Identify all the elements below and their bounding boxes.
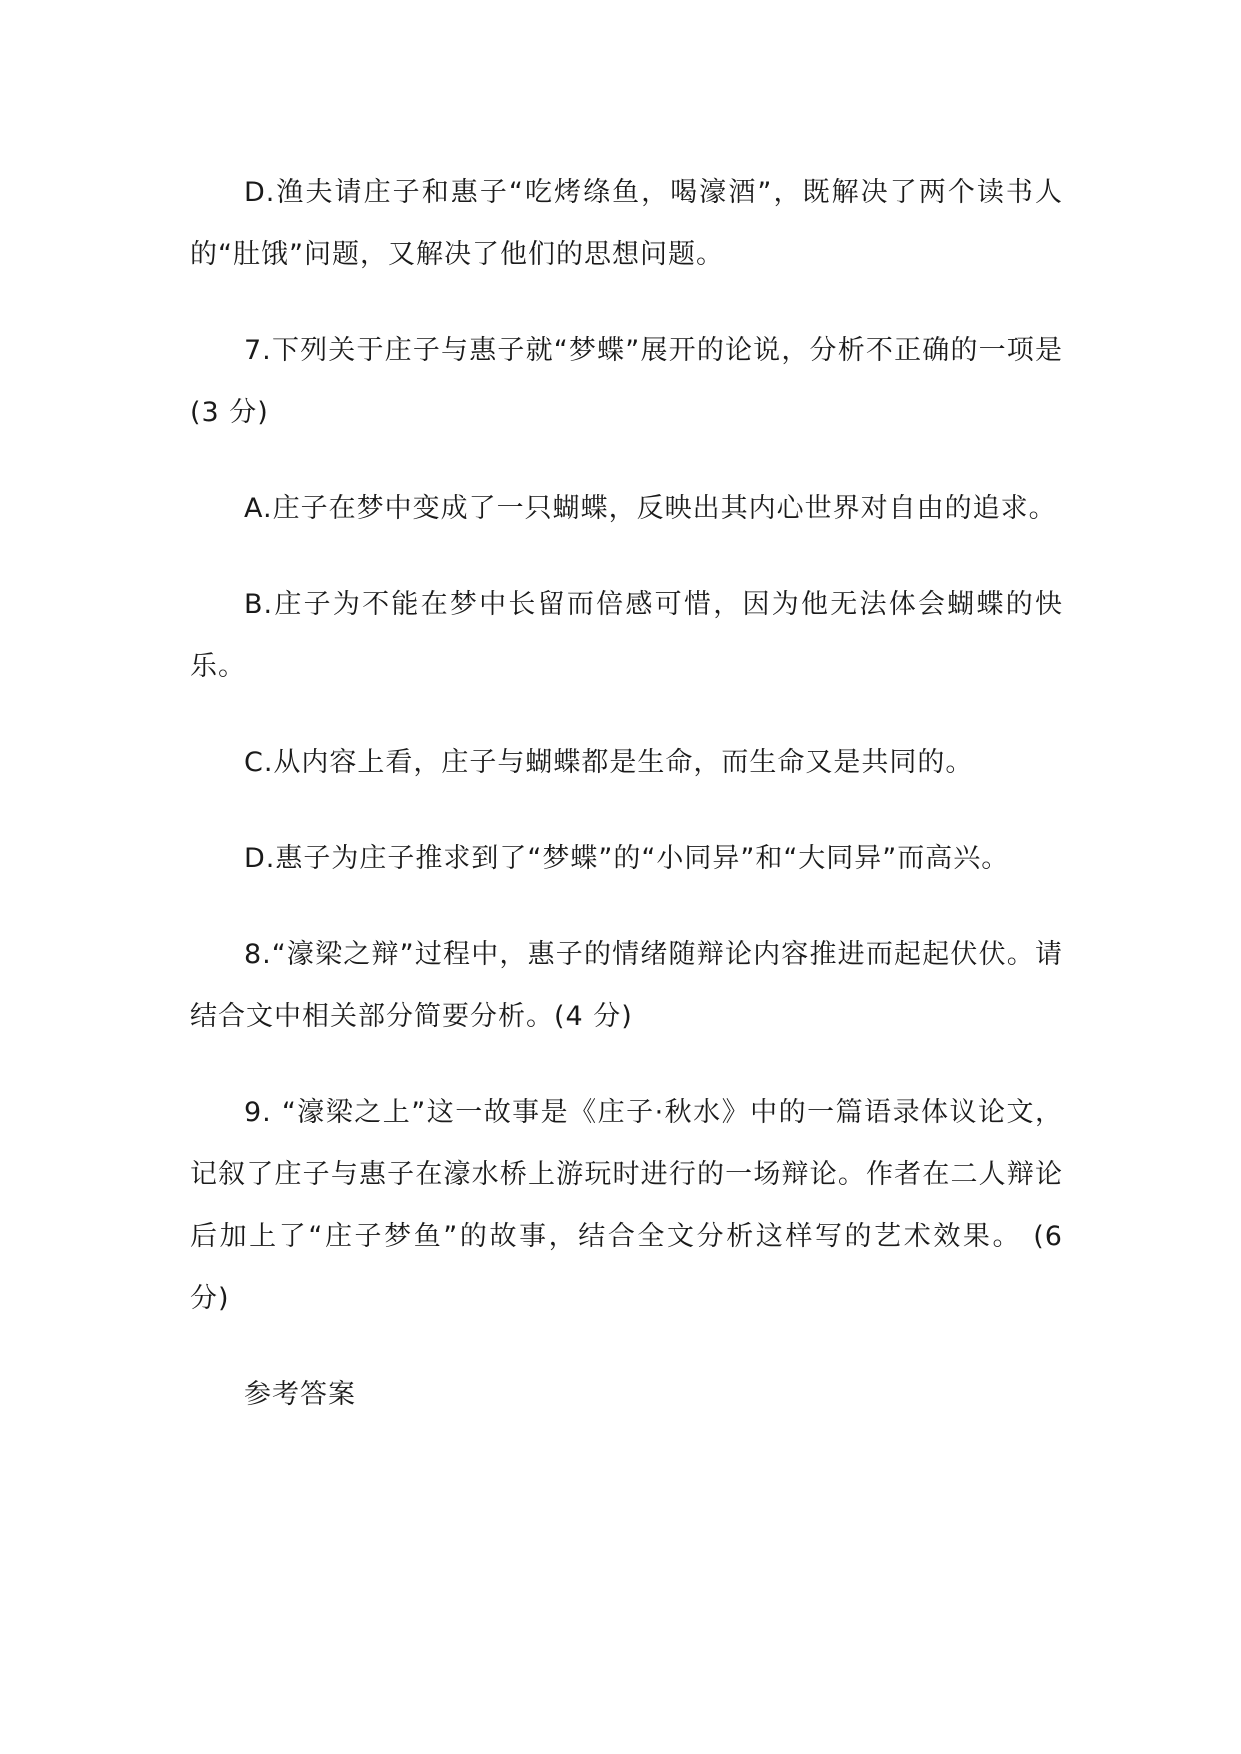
question-7-option-d: D.惠子为庄子推求到了“梦蝶”的“小同异”和“大同异”而高兴。: [244, 843, 1010, 874]
question-7-option-b: B.庄子为不能在梦中长留而倍感可惜，因为他无法体会蝴蝶的快乐。: [190, 589, 1063, 682]
question-7-option-c: C.从内容上看，庄子与蝴蝶都是生命，而生命又是共同的。: [244, 747, 974, 778]
question-7-stem: 7.下列关于庄子与惠子就“梦蝶”展开的论说，分析不正确的一项是(3 分): [190, 335, 1063, 428]
question-7-option-a: A.庄子在梦中变成了一只蝴蝶，反映出其内心世界对自由的追求。: [244, 493, 1057, 524]
question-9: 9. “濠梁之上”这一故事是《庄子·秋水》中的一篇语录体议论文，记叙了庄子与惠子在濠水桥上游玩时进行的一场辩论。作者在二人辩论后加上了“庄子梦鱼”的故事，结合全文分析这样写的艺术效果。 (6 分): [190, 1097, 1063, 1314]
answer-heading: 参考答案: [244, 1379, 356, 1410]
question-8: 8.“濠梁之辩”过程中，惠子的情绪随辩论内容推进而起起伏伏。请结合文中相关部分简要分析。(4 分): [190, 939, 1063, 1032]
option-d-previous-question: D.渔夫请庄子和惠子“吃烤绦鱼，喝濠酒”，既解决了两个读书人的“肚饿”问题，又解决了他们的思想问题。: [190, 177, 1063, 270]
